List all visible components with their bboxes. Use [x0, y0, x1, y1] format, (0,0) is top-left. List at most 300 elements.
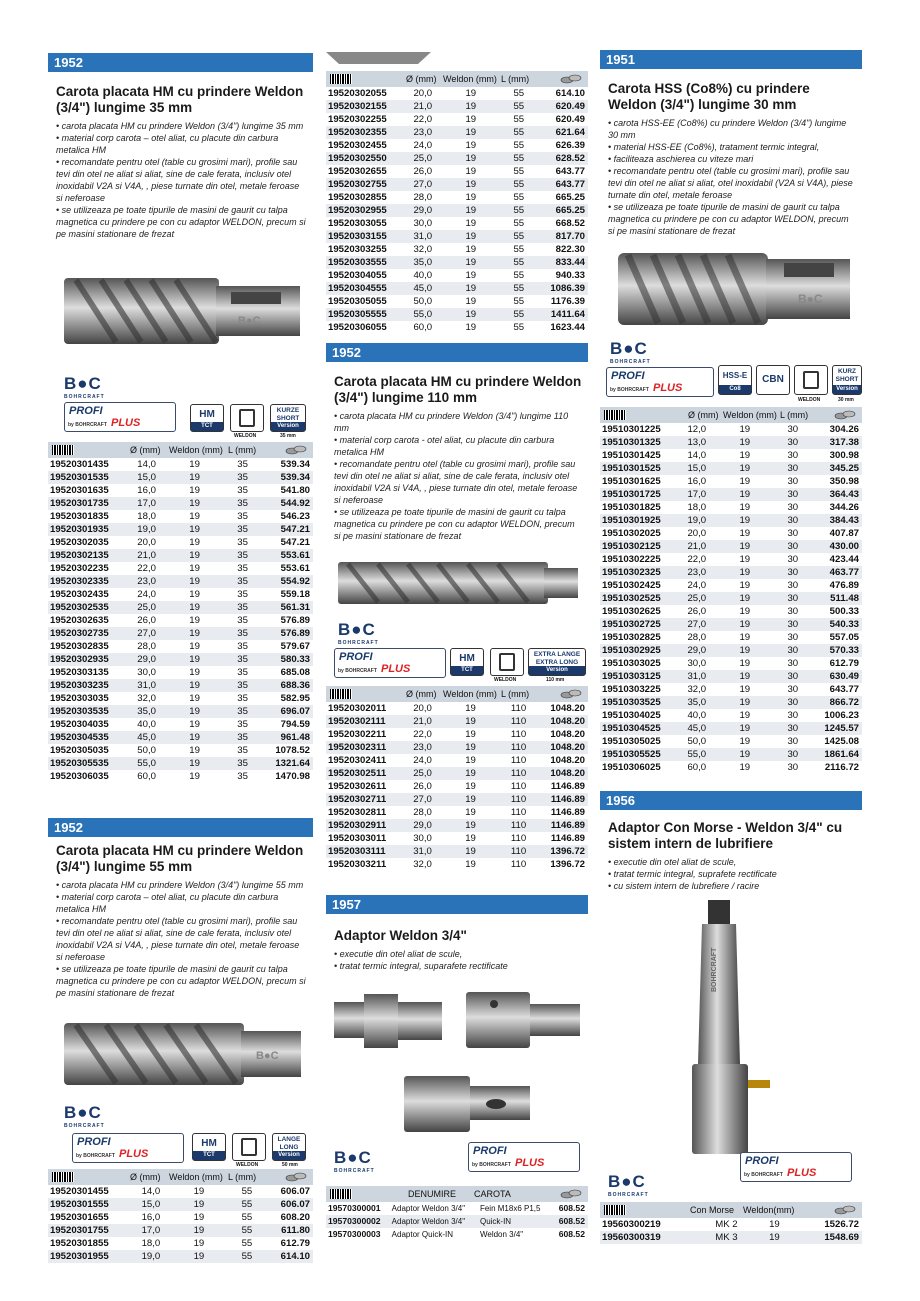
table-row	[326, 819, 588, 832]
table-cell: 19	[739, 736, 751, 747]
table-row	[326, 139, 588, 152]
table-cell: 19	[721, 514, 769, 527]
table-cell: 1425.08	[824, 736, 859, 747]
table-cell: 55	[495, 204, 543, 217]
table-cell: 30	[787, 476, 799, 487]
table-cell: 643.77	[543, 178, 588, 191]
table-cell: 19	[175, 1198, 223, 1211]
table-cell: 19	[171, 523, 219, 536]
table-cell: 19520304555	[326, 282, 399, 295]
weldon-shank-icon	[230, 404, 264, 432]
table-cell: 1548.69	[798, 1231, 862, 1244]
bullet-item: • carota placata HM cu prindere Weldon (3/4") lungime 110 mm	[334, 411, 569, 433]
table-cell: 35	[237, 745, 248, 756]
table-cell: 12,0	[687, 424, 707, 435]
table-cell: 628.52	[543, 152, 588, 165]
table-row	[326, 269, 588, 282]
by-text: by BOHRCRAFT	[338, 668, 377, 674]
table-cell: 50,0	[137, 745, 156, 756]
table-cell: 19	[721, 488, 769, 501]
col-carota: CAROTA	[474, 1189, 511, 1199]
table-row	[600, 566, 862, 579]
table-cell: 23,0	[673, 566, 721, 579]
table-cell: 110	[495, 715, 543, 728]
section-number: 1952	[326, 343, 588, 362]
table-row	[48, 718, 313, 731]
coins-icon	[560, 1188, 582, 1199]
table-cell: 19520302011	[328, 703, 387, 714]
table-row	[600, 436, 862, 449]
table-row	[600, 553, 862, 566]
table-cell: 30	[787, 736, 799, 747]
table-cell: 15,0	[127, 1198, 175, 1211]
table-cell: Adaptor Weldon 3/4"	[392, 1215, 480, 1228]
table-cell: 24,0	[413, 755, 432, 766]
table-cell: 30	[787, 632, 799, 643]
table-cell: 19	[193, 1212, 205, 1223]
table-cell: 19510304025	[602, 710, 661, 721]
table-cell: 35	[237, 589, 248, 600]
plus-text: PLUS	[787, 1167, 817, 1179]
table-cell: 19510301625	[602, 476, 661, 487]
table-cell: 19520302535	[48, 601, 123, 614]
table-cell: 55	[223, 1250, 271, 1263]
table-cell: 606.07	[280, 1186, 310, 1197]
table-cell: 19510306025	[602, 762, 661, 773]
table-cell: 19520304535	[48, 731, 123, 744]
table-row	[48, 1211, 313, 1224]
table-cell: 19520303155	[326, 230, 399, 243]
bullet-list	[326, 410, 588, 542]
table-cell: 30	[769, 696, 817, 709]
table-row	[600, 748, 862, 761]
table-cell: 608.52	[558, 1203, 585, 1213]
table-cell: 15,0	[673, 462, 721, 475]
col-weldon: Weldon (mm)	[169, 1172, 223, 1182]
table-cell: 50,0	[687, 736, 707, 747]
table-cell: 19	[739, 476, 751, 487]
table-cell: 110	[495, 793, 543, 806]
boc-logo: B●C	[64, 374, 102, 393]
table-cell: 407.87	[829, 528, 859, 539]
table-cell: 35	[219, 679, 267, 692]
table-cell: 30	[787, 684, 799, 695]
table-cell: 18,0	[687, 502, 707, 513]
table-cell: 580.33	[267, 653, 313, 666]
col-weldon: Weldon (mm)	[169, 445, 223, 455]
table-cell: 30,0	[687, 658, 707, 669]
table-cell: 19	[447, 845, 495, 858]
section-number: 1952	[48, 53, 313, 72]
table-row	[600, 488, 862, 501]
table-cell: Adaptor Quick-IN	[391, 1230, 454, 1239]
table-row	[326, 243, 588, 256]
table-cell: 940.33	[555, 270, 585, 281]
table-row	[326, 152, 588, 165]
col-denumire: DENUMIRE	[408, 1189, 457, 1199]
badge-version: Version	[529, 666, 585, 675]
bullet-item: • material corp carota – otel aliat, cu placute din carbura metalica HM	[56, 892, 279, 914]
table-cell: 19	[465, 703, 476, 714]
table-cell: 643.77	[829, 684, 859, 695]
table-cell: 19	[171, 731, 219, 744]
table-row	[326, 715, 588, 728]
table-cell: 35	[237, 485, 248, 496]
bullet-list	[600, 117, 862, 237]
boc-stamp: B●C	[256, 1050, 279, 1062]
table-cell: MK 2	[715, 1219, 738, 1230]
col-diameter: Ø (mm)	[130, 445, 161, 455]
section-title: Carota placata HM cu prindere Weldon (3/4") lungime 55 mm	[56, 843, 304, 874]
table-cell: 1048.20	[543, 741, 588, 754]
table-cell: 55,0	[673, 748, 721, 761]
table-cell: 430.00	[817, 540, 862, 553]
table-cell: 1006.23	[824, 710, 859, 721]
table-cell: 423.44	[829, 554, 859, 565]
table-cell: 17,0	[127, 1224, 175, 1237]
table-cell: 30,0	[137, 667, 156, 678]
boc-logo: B●C	[338, 620, 376, 639]
hm-badge	[450, 648, 484, 676]
table-cell: 30	[769, 670, 817, 683]
table-cell: 35,0	[123, 705, 171, 718]
table-cell: 19520305555	[326, 308, 399, 321]
table-cell: 29,0	[399, 204, 447, 217]
table-cell: 18,0	[137, 511, 156, 522]
table-cell: 55,0	[123, 757, 171, 770]
table-cell: 24,0	[687, 580, 707, 591]
table-row	[326, 858, 588, 871]
table-row	[600, 683, 862, 696]
table-cell: 55	[495, 256, 543, 269]
table-cell: 45,0	[123, 731, 171, 744]
table-cell: 22,0	[413, 729, 432, 740]
brand-logos	[600, 1155, 862, 1202]
by-text: by BOHRCRAFT	[744, 1172, 783, 1178]
table-row	[600, 540, 862, 553]
table-row	[326, 1202, 588, 1215]
table-cell: 60,0	[413, 322, 433, 333]
table-cell: 55	[223, 1224, 271, 1237]
weldon-label: WELDON	[234, 433, 257, 439]
table-cell: 1048.20	[550, 703, 585, 714]
morse-adaptor-image	[600, 892, 862, 1164]
core-drill-image	[56, 262, 305, 362]
col-length: L (mm)	[228, 445, 257, 455]
table-cell: 511.48	[817, 592, 862, 605]
bullet-item: • recomandate pentru otel (table cu grosimi mari), profile sau tevi din otel ne aliat si aliat, sine de cale ferata, inclusiv otel inoxidabil V2A si V4A, , piese turnate din otel, metale feroase si neferoase	[56, 157, 300, 203]
profi-text: PROFI	[77, 1136, 111, 1148]
table-cell: 30	[769, 462, 817, 475]
table-cell: 557.05	[829, 632, 859, 643]
price-table	[326, 87, 588, 334]
table-header	[326, 1186, 588, 1202]
table-cell: 19510305025	[602, 736, 661, 747]
table-cell: 30	[769, 592, 817, 605]
table-cell: 19	[175, 1224, 223, 1237]
badge-version: Version	[833, 385, 861, 394]
table-cell: 19	[189, 771, 200, 782]
table-row	[326, 845, 588, 858]
table-cell: 17,0	[673, 488, 721, 501]
table-cell: 19520301835	[50, 511, 109, 522]
table-row	[48, 692, 313, 705]
profi-text: PROFI	[745, 1155, 779, 1167]
profi-text: PROFI	[339, 651, 373, 663]
table-cell: 2116.72	[824, 762, 859, 773]
table-cell: 110	[510, 781, 527, 792]
table-cell: 304.26	[829, 424, 859, 435]
bullet-list	[600, 856, 862, 892]
adaptor-images	[326, 972, 588, 1142]
col-diameter: Ø (mm)	[406, 689, 437, 699]
table-cell: 28,0	[137, 641, 156, 652]
table-cell: 30	[787, 658, 799, 669]
table-cell: 35,0	[399, 256, 447, 269]
table-cell: 30	[787, 554, 799, 565]
long-version-badge	[272, 1133, 306, 1161]
badge-hm-text: HM	[459, 653, 475, 664]
table-cell: 31,0	[399, 230, 447, 243]
table-cell: 19520306055	[328, 322, 387, 333]
table-cell: 19520302155	[326, 100, 399, 113]
table-cell: 19520305035	[50, 745, 109, 756]
table-cell: 20,0	[137, 537, 156, 548]
table-cell: 110	[495, 845, 543, 858]
table-row	[48, 627, 313, 640]
table-cell: 15,0	[123, 471, 171, 484]
table-cell: 19560300219	[602, 1219, 661, 1230]
hm-badge	[192, 1133, 226, 1161]
table-cell: 19	[447, 100, 495, 113]
table-cell: 19570300003	[328, 1229, 381, 1239]
table-cell: 630.49	[817, 670, 862, 683]
table-cell: 22,0	[413, 114, 433, 125]
table-row	[48, 653, 313, 666]
bohrcraft-label: BOHRCRAFT	[610, 359, 651, 365]
badge-tct-text: TCT	[451, 666, 483, 675]
table-cell: 27,0	[123, 627, 171, 640]
table-row	[326, 1215, 588, 1228]
table-cell: 696.07	[267, 705, 313, 718]
table-cell: 19520302955	[326, 204, 399, 217]
table-cell: 345.25	[817, 462, 862, 475]
table-row	[600, 657, 862, 670]
section-1956-morse-adaptor	[600, 791, 862, 1244]
table-row	[48, 1185, 313, 1198]
price-table	[48, 1185, 313, 1263]
table-cell: 19	[171, 497, 219, 510]
extra-long-version-badge	[528, 648, 586, 676]
table-cell: 19520303535	[48, 705, 123, 718]
table-cell: 25,0	[123, 601, 171, 614]
table-cell: 794.59	[280, 719, 310, 730]
continuation-arrow-icon	[326, 48, 588, 66]
table-cell: 55	[513, 244, 525, 255]
price-table	[48, 458, 313, 783]
table-cell: 19510303025	[602, 658, 661, 669]
table-cell: 19	[447, 715, 495, 728]
table-cell: 19	[447, 282, 495, 295]
table-cell: 35	[237, 459, 248, 470]
table-row	[600, 1231, 862, 1244]
table-cell: 19	[739, 762, 751, 773]
table-cell: 19560300319	[600, 1231, 702, 1244]
table-cell: 19520303255	[328, 244, 387, 255]
table-cell: 30	[787, 580, 799, 591]
table-cell: 579.67	[280, 641, 310, 652]
price-table	[600, 1218, 862, 1244]
barcode-icon	[330, 689, 352, 699]
bullet-list	[326, 948, 588, 972]
table-cell: 110	[510, 729, 527, 740]
table-cell: 19520301735	[48, 497, 123, 510]
plus-text: PLUS	[515, 1157, 545, 1169]
table-cell: 19520301655	[50, 1212, 109, 1223]
table-row	[600, 618, 862, 631]
table-cell: 55	[241, 1238, 253, 1249]
price-table	[326, 1202, 588, 1241]
table-cell: 570.33	[817, 644, 862, 657]
price-table	[326, 702, 588, 871]
table-row	[48, 523, 313, 536]
bullet-item: • carota placata HM cu prindere Weldon (3/4") lungime 55 mm	[56, 880, 304, 890]
table-cell: 14,0	[687, 450, 707, 461]
table-cell: 19	[739, 528, 751, 539]
table-cell: 40,0	[413, 270, 433, 281]
table-row	[326, 230, 588, 243]
table-cell: 961.48	[267, 731, 313, 744]
table-cell: 35	[237, 615, 248, 626]
table-cell: 30	[769, 436, 817, 449]
table-cell: 19	[465, 859, 476, 870]
table-cell: 27,0	[673, 618, 721, 631]
table-cell: 55	[513, 218, 525, 229]
table-row	[48, 770, 313, 783]
table-cell: 665.25	[555, 192, 585, 203]
coins-icon	[834, 409, 856, 420]
table-cell: 19	[189, 615, 200, 626]
badge-hm-text: HM	[199, 409, 215, 420]
profi-plus-logo	[334, 648, 446, 678]
col-length: L (mm)	[780, 410, 809, 420]
table-cell: 620.49	[543, 100, 588, 113]
table-cell: 19	[447, 819, 495, 832]
table-row	[326, 100, 588, 113]
profi-plus-logo	[740, 1152, 852, 1182]
table-cell: 23,0	[123, 575, 171, 588]
table-cell: 35	[219, 471, 267, 484]
weldon-label: WELDON	[798, 397, 821, 403]
table-cell: 14,0	[137, 459, 156, 470]
table-row	[600, 735, 862, 748]
table-row	[326, 217, 588, 230]
table-cell: 1048.20	[543, 715, 588, 728]
table-cell: 30	[787, 424, 799, 435]
table-cell: 31,0	[399, 845, 447, 858]
bullet-list	[48, 120, 313, 240]
table-cell: 554.92	[267, 575, 313, 588]
coins-icon	[560, 73, 582, 84]
table-cell: 19	[721, 436, 769, 449]
table-cell: 1396.72	[550, 859, 585, 870]
table-cell: 55	[495, 178, 543, 191]
table-cell: 19510302525	[600, 592, 673, 605]
table-row	[326, 754, 588, 767]
table-row	[48, 614, 313, 627]
table-cell: 19520302811	[328, 807, 387, 818]
table-cell: 45,0	[399, 282, 447, 295]
table-cell: 19510301725	[600, 488, 673, 501]
weldon-shank-icon	[232, 1133, 266, 1161]
table-row	[48, 705, 313, 718]
table-cell: 608.20	[280, 1212, 310, 1223]
table-cell: 30	[787, 528, 799, 539]
table-row	[600, 670, 862, 683]
badge-length: 110 mm	[546, 677, 565, 683]
table-cell: 110	[510, 859, 527, 870]
table-row	[600, 709, 862, 722]
table-cell: 19	[721, 540, 769, 553]
table-cell: 55	[495, 126, 543, 139]
table-cell: 576.89	[267, 627, 313, 640]
table-cell: 35	[219, 731, 267, 744]
table-cell: 19	[171, 471, 219, 484]
table-cell: 19	[189, 511, 200, 522]
table-cell: 19,0	[673, 514, 721, 527]
short-version-badge	[832, 365, 862, 395]
table-row	[326, 321, 588, 334]
table-row	[600, 644, 862, 657]
table-row	[326, 1228, 588, 1241]
table-cell: 19	[171, 705, 219, 718]
col-length: L (mm)	[501, 689, 530, 699]
table-cell: 688.36	[267, 679, 313, 692]
table-row	[600, 1218, 862, 1231]
section-1957-adaptor	[326, 895, 588, 1241]
table-cell: 19510301325	[600, 436, 673, 449]
section-number: 1957	[326, 895, 588, 914]
table-header	[48, 1169, 313, 1185]
table-cell: 19,0	[127, 1250, 175, 1263]
table-cell: 26,0	[413, 166, 433, 177]
table-cell: 19	[465, 88, 477, 99]
table-cell: 384.43	[817, 514, 862, 527]
table-cell: 1321.64	[267, 757, 313, 770]
table-cell: 559.18	[280, 589, 310, 600]
badge-length: 50 mm	[282, 1162, 298, 1168]
table-row	[326, 780, 588, 793]
table-header	[600, 1202, 862, 1218]
table-cell: 19520305055	[328, 296, 387, 307]
boc-logo: B●C	[64, 1103, 102, 1122]
table-cell: 19	[721, 696, 769, 709]
table-cell: 55	[513, 88, 525, 99]
table-cell: 19	[447, 152, 495, 165]
profi-text: PROFI	[69, 405, 103, 417]
table-cell: 16,0	[141, 1212, 161, 1223]
section-1951-hss	[600, 50, 862, 774]
table-cell: 561.31	[267, 601, 313, 614]
bohrcraft-label: BOHRCRAFT	[334, 1168, 375, 1174]
barcode-icon	[604, 410, 626, 420]
table-cell: 19520302255	[328, 114, 387, 125]
table-cell: 547.21	[280, 537, 310, 548]
bohrcraft-label: BOHRCRAFT	[64, 1123, 105, 1129]
table-cell: 35	[237, 641, 248, 652]
table-row	[48, 497, 313, 510]
plus-text: PLUS	[111, 417, 141, 429]
